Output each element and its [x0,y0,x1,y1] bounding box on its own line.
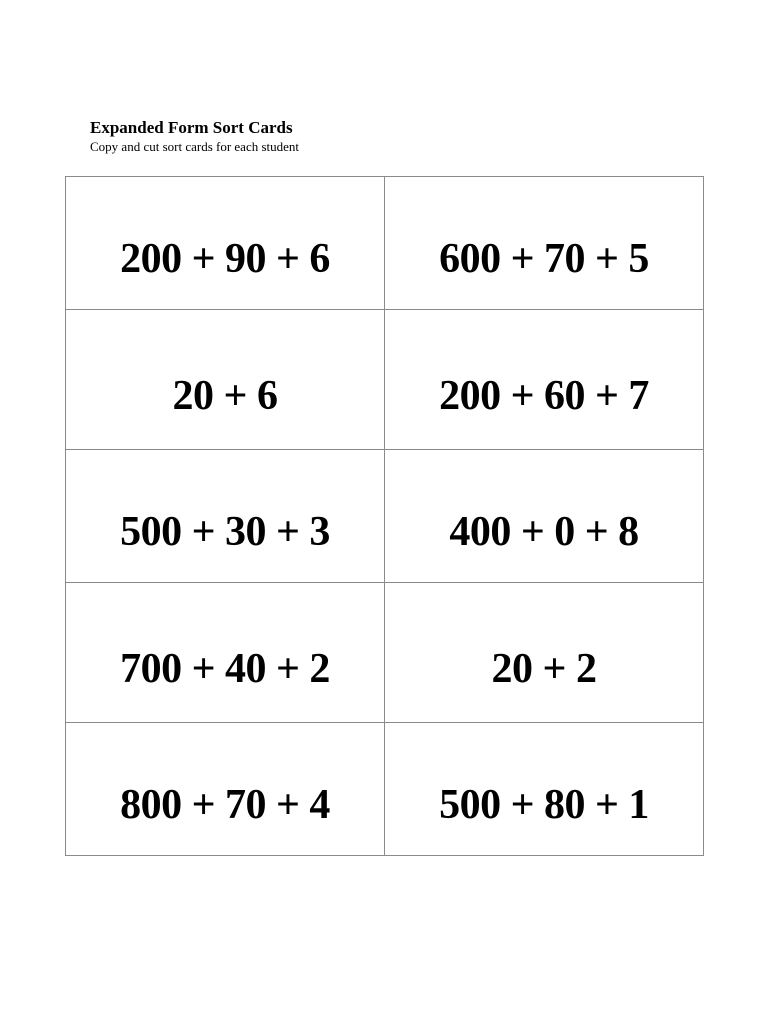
sort-card [66,723,385,856]
card-row [66,723,704,856]
sort-card [385,450,704,583]
card-expression: 600 + 70 + 5 [439,236,649,282]
sort-card [385,583,704,723]
card-expression: 20 + 2 [491,645,597,692]
card-expression: 200 + 60 + 7 [439,372,649,419]
card-expression: 200 + 90 + 6 [120,236,330,282]
sort-card [385,177,704,310]
sort-card [66,583,385,723]
sort-cards-grid [65,176,704,856]
sort-card [66,450,385,583]
card-expression: 20 + 6 [172,372,278,419]
sort-card [385,310,704,450]
card-expression: 800 + 70 + 4 [120,782,330,828]
page-title: Expanded Form Sort Cards [90,118,293,137]
sort-card [66,177,385,310]
card-expression: 400 + 0 + 8 [449,509,639,555]
page-subtitle: Copy and cut sort cards for each student [90,139,300,154]
card-expression: 700 + 40 + 2 [120,645,330,692]
card-row [66,310,704,450]
card-row [66,177,704,310]
card-expression: 500 + 80 + 1 [439,782,649,828]
page-header [90,117,299,155]
sort-card [66,310,385,450]
card-expression: 500 + 30 + 3 [120,509,330,555]
card-row [66,583,704,723]
card-row [66,450,704,583]
sort-card [385,723,704,856]
